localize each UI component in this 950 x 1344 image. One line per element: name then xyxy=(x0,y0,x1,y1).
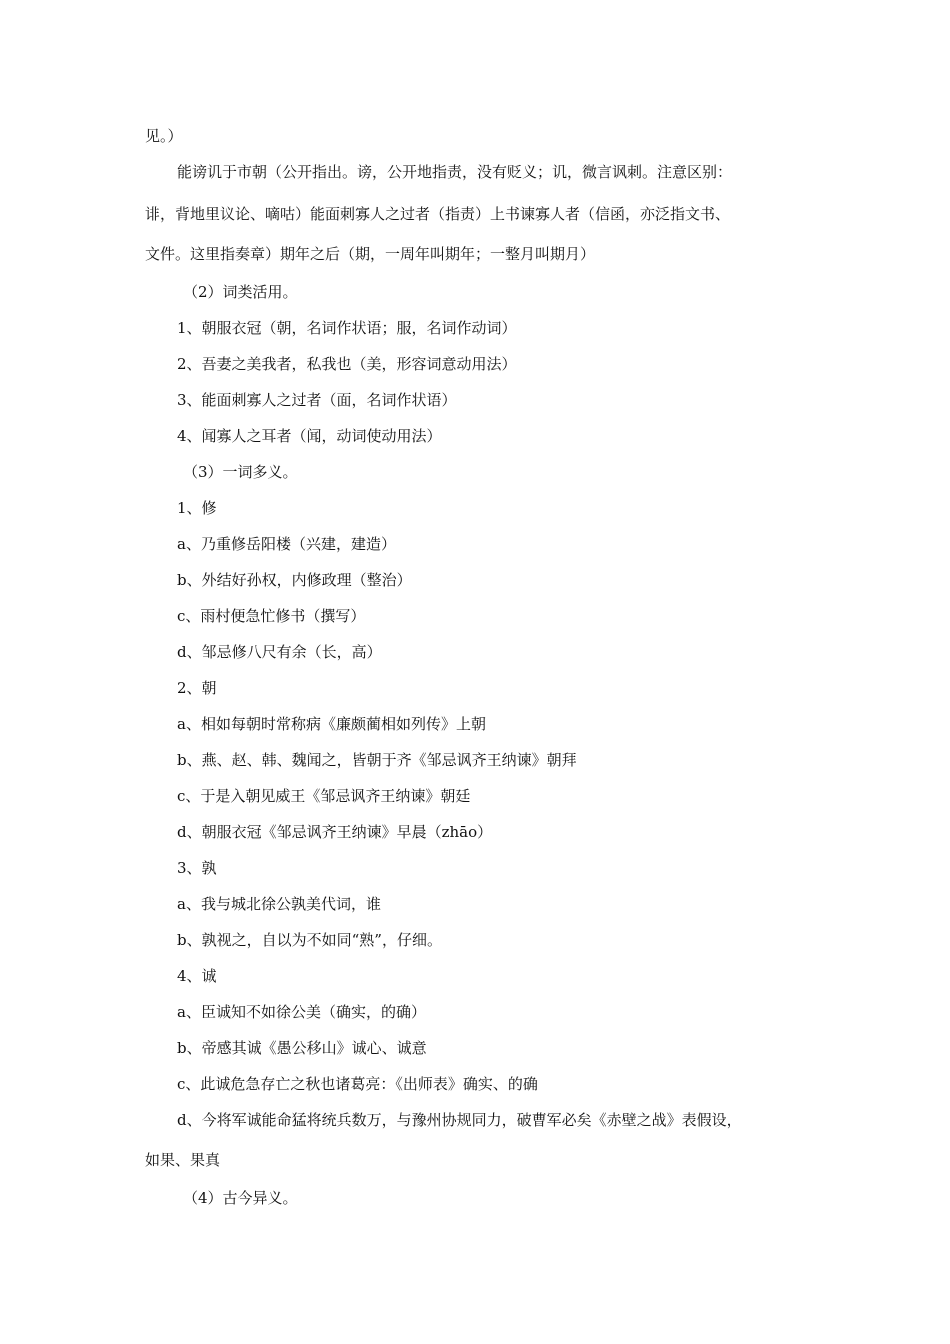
section-heading: （2）词类活用。 xyxy=(183,283,298,301)
text-line: 1、朝服衣冠（朝，名词作状语；服，名词作动词） xyxy=(177,319,517,337)
text-line: a、臣诚知不如徐公美（确实，的确） xyxy=(177,1003,426,1021)
text-line: 文件。这里指奏章）期年之后（期，一周年叫期年；一整月叫期月） xyxy=(145,245,596,263)
text-line: a、我与城北徐公孰美代词，谁 xyxy=(177,895,381,913)
text-line: 能谤讥于市朝（公开指出。谤，公开地指责，没有贬义；讥，微言讽刺。注意区别： xyxy=(177,163,733,181)
text-line: b、帝感其诚《愚公移山》诚心、诚意 xyxy=(177,1039,427,1057)
text-line: a、乃重修岳阳楼（兴建，建造） xyxy=(177,535,396,553)
text-line: d、朝服衣冠《邹忌讽齐王纳谏》早晨（zhāo） xyxy=(177,823,493,841)
text-line: a、相如每朝时常称病《廉颇蔺相如列传》上朝 xyxy=(177,715,486,733)
text-line: 3、能面刺寡人之过者（面，名词作状语） xyxy=(177,391,457,409)
text-line: 4、闻寡人之耳者（闻，动词使动用法） xyxy=(177,427,442,445)
text-line: 如果、果真 xyxy=(145,1151,221,1169)
text-line: c、雨村便急忙修书（撰写） xyxy=(177,607,366,625)
text-line: 3、孰 xyxy=(177,859,217,877)
text-line: 2、吾妻之美我者，私我也（美，形容词意动用法） xyxy=(177,355,517,373)
text-line: 诽，背地里议论、嘀咕）能面刺寡人之过者（指责）上书谏寡人者（信函，亦泛指文书、 xyxy=(145,205,731,223)
text-line: b、燕、赵、韩、魏闻之，皆朝于齐《邹忌讽齐王纳谏》朝拜 xyxy=(177,751,577,769)
section-heading: （3）一词多义。 xyxy=(183,463,298,481)
text-line: d、今将军诚能命猛将统兵数万，与豫州协规同力，破曹军必矣《赤壁之战》表假设， xyxy=(177,1111,742,1129)
text-line: 4、诚 xyxy=(177,967,217,985)
text-line: c、于是入朝见威王《邹忌讽齐王纳谏》朝廷 xyxy=(177,787,471,805)
text-line: 见。） xyxy=(145,127,183,145)
text-line: b、孰视之，自以为不如同“熟”，仔细。 xyxy=(177,931,442,949)
text-line: 1、修 xyxy=(177,499,217,517)
text-line: 2、朝 xyxy=(177,679,217,697)
text-line: d、邹忌修八尺有余（长，高） xyxy=(177,643,382,661)
text-line: c、此诚危急存亡之秋也诸葛亮：《出师表》确实、的确 xyxy=(177,1075,538,1093)
section-heading: （4）古今异义。 xyxy=(183,1189,298,1207)
text-line: b、外结好孙权，内修政理（整治） xyxy=(177,571,412,589)
